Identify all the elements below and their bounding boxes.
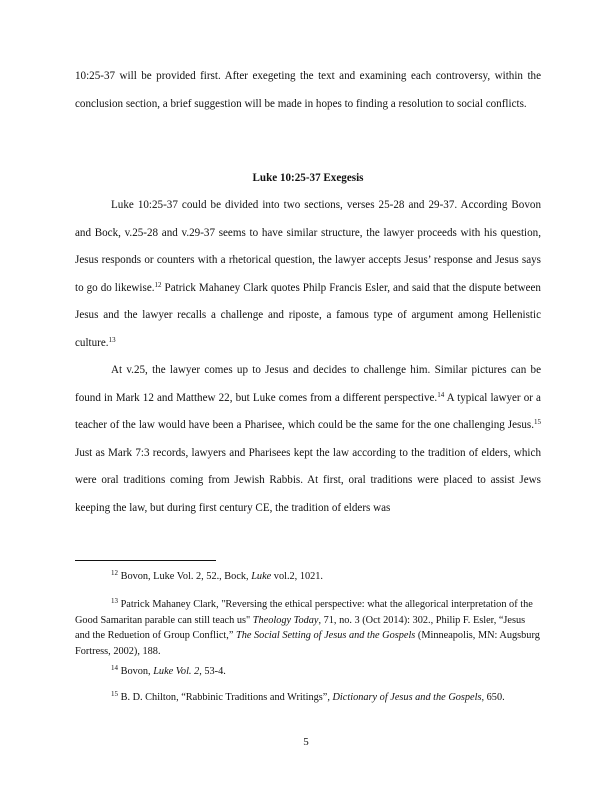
paragraph-text: 10:25-37 will be provided first. After exegeting the text and examining each controversy, within the conclusion section, a brief suggestion will be made in hopes to finding a resolution to social conflicts. bbox=[75, 70, 541, 110]
footnote-reference[interactable]: 14 bbox=[437, 390, 445, 399]
paragraph-lawyer-challenge bbox=[75, 357, 541, 523]
footnote-reference[interactable]: 12 bbox=[154, 280, 162, 289]
footnote-text: Patrick Mahaney Clark, "Reversing the ethical perspective: what the allegorical interpretation of the Good Samaritan parable can still teach us" bbox=[75, 599, 533, 626]
footnote-number: 12 bbox=[111, 569, 118, 577]
footnote-number: 15 bbox=[111, 690, 118, 698]
footnote-text: , 71, no. 3 (Oct 2014): 302., Philip F. Esler, “Jesus and the Reduetion of Group Conflict,” bbox=[75, 614, 526, 642]
footnote-title: The Social Setting of Jesus and the Gospels bbox=[236, 630, 416, 642]
footnote-text: Bovon, bbox=[118, 666, 154, 677]
footnote-title: Luke Vol. 2 bbox=[153, 666, 200, 677]
footnote-text: , 53-4. bbox=[199, 666, 226, 677]
footnote-text: (Minneapolis, MN: Augsburg Fortress, 2002), 188. bbox=[75, 630, 540, 657]
section-heading: Luke 10:25-37 Exegesis bbox=[252, 172, 364, 184]
paragraph-intro-continuation bbox=[75, 63, 541, 118]
footnote-reference[interactable]: 13 bbox=[108, 335, 116, 344]
footnote-text: Bovon, Luke Vol. 2, 52., Bock, bbox=[118, 571, 252, 582]
paragraph-text: At v.25, the lawyer comes up to Jesus and decides to challenge him. Similar pictures can be found in Mark 12 and Matthew 22, but Luke comes from a different perspective. bbox=[75, 364, 541, 404]
footnote-15 bbox=[75, 690, 541, 706]
page-number: 5 bbox=[303, 736, 309, 748]
footnote-title: Dictionary of Jesus and the Gospels bbox=[332, 692, 482, 703]
paragraph-text: Luke 10:25-37 could be divided into two sections, verses 25-28 and 29-37. According Bovon and Bock, v.25-28 and v.29-37 seems to have similar structure, the lawyer proceeds with his question, Jesus responds or counters with a rhetorical question, the lawyer accepts Jesus’ response and Jesus says to go do likewise. bbox=[75, 199, 541, 294]
footnote-text: B. D. Chilton, “Rabbinic Traditions and Writings”, bbox=[118, 692, 333, 703]
paragraph-text: Patrick Mahaney Clark quotes Philp Francis Esler, and said that the dispute between Jesus and the lawyer recalls a challenge and riposte, a famous type of argument among Hellenistic culture. bbox=[75, 281, 541, 349]
footnote-reference[interactable]: 15 bbox=[534, 418, 541, 427]
footnote-13 bbox=[75, 597, 541, 659]
footnote-number: 13 bbox=[111, 597, 118, 605]
footnote-title: Theology Today bbox=[252, 614, 319, 626]
footnote-title: Luke bbox=[251, 571, 272, 582]
footnote-text: , 650. bbox=[481, 692, 505, 703]
paragraph-text: A typical lawyer or a teacher of the law would have been a Pharisee, which could be the same for the one challenging Jesus. bbox=[75, 391, 541, 432]
footnote-14 bbox=[75, 664, 541, 680]
paragraph-exegesis-structure bbox=[75, 192, 541, 358]
footnote-12 bbox=[75, 569, 541, 585]
paragraph-text: Just as Mark 7:3 records, lawyers and Pharisees kept the law according to the tradition of elders, which were oral traditions coming from Jewish Rabbis. At first, oral traditions were placed to assist Jews keeping the law, but during first century CE, the tradition of elders was bbox=[75, 446, 541, 514]
footnote-text: vol.2, 1021. bbox=[271, 571, 323, 582]
footnote-separator bbox=[75, 560, 216, 561]
footnote-number: 14 bbox=[111, 664, 118, 672]
